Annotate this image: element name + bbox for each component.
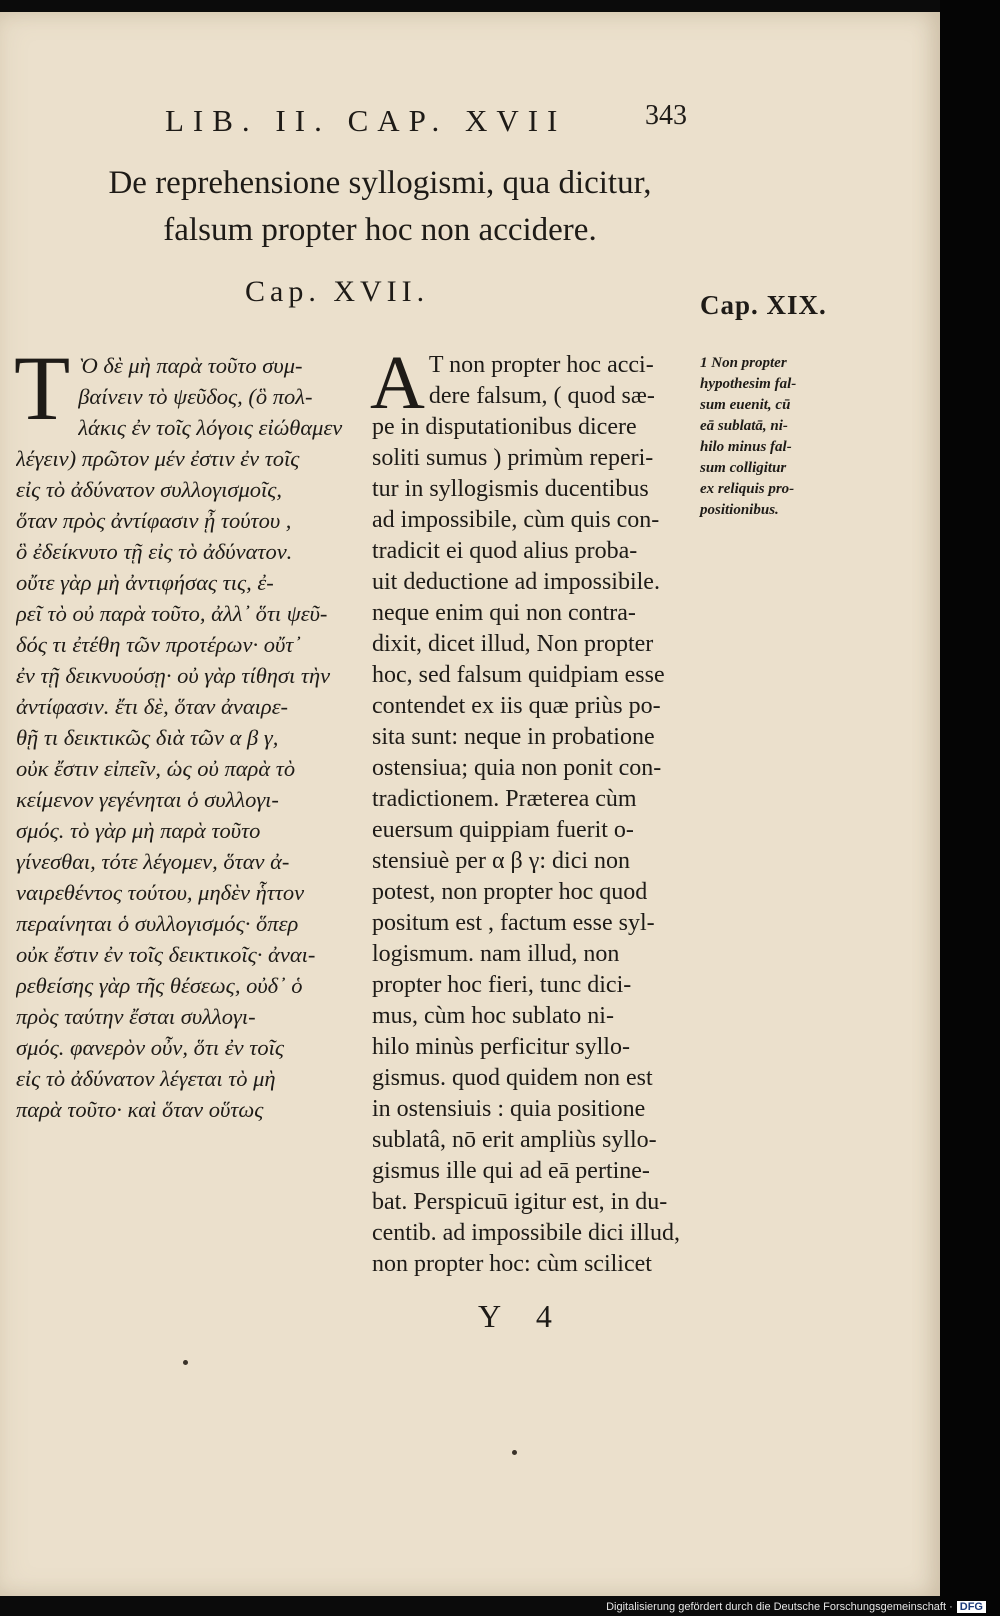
credit-text: Digitalisierung gefördert durch die Deutsche Forschungsgemeinschaft · (606, 1601, 953, 1613)
page-number: 343 (645, 100, 687, 131)
marginal-note-line: eā sublatā, ni- (700, 418, 788, 434)
latin-text-line: hilo minùs perficitur syllo- (372, 1034, 630, 1060)
latin-text-line: in ostensiuis : quia positione (372, 1096, 646, 1122)
marginal-note-line: positionibus. (700, 502, 779, 518)
greek-text-line: σμός. τὸ γὰρ μὴ παρὰ τοῦτο (16, 818, 261, 843)
greek-text-line: ναιρεθέντος τούτου, μηδὲν ἧττον (16, 880, 305, 905)
latin-text-line: sita sunt: neque in probatione (372, 724, 655, 750)
chapter-title-line: falsum propter hoc non accidere. (163, 212, 597, 248)
greek-text-line: κείμενον γεγένηται ὁ συλλογι- (16, 787, 279, 812)
latin-text-line: neque enim qui non contra- (372, 600, 636, 626)
latin-text-line: mus, cùm hoc sublato ni- (372, 1003, 614, 1029)
book-spine-shadow (940, 0, 1000, 1616)
chapter-number-left: Cap. XVII. (245, 275, 430, 308)
greek-text-line: λάκις ἐν τοῖς λόγοις εἰώθαμεν (78, 415, 343, 440)
ink-speck (183, 1360, 188, 1365)
latin-text-line: tur in syllogismis ducentibus (372, 476, 649, 502)
latin-text-line: T non propter hoc acci- (428, 352, 654, 378)
running-header: LIB. II. CAP. XVII (165, 103, 567, 138)
greek-drop-initial: T (14, 337, 71, 439)
latin-text-line: stensiuè per α β γ: dici non (372, 848, 631, 874)
digitization-credit (606, 1601, 986, 1613)
marginal-note-line: sum euenit, cū (700, 397, 791, 413)
latin-text-line: dere falsum, ( quod sæ- (428, 383, 655, 409)
latin-drop-initial: A (370, 341, 425, 425)
latin-text-line: dixit, dicet illud, Non propter (372, 631, 654, 657)
latin-text-line: ostensiua; quia non ponit con- (372, 755, 662, 781)
marginal-note-line: 1 Non propter (700, 355, 787, 371)
latin-text-line: non propter hoc: cùm scilicet (372, 1251, 652, 1277)
greek-text-column (14, 337, 361, 1125)
marginal-note-line: ex reliquis pro- (700, 481, 795, 497)
greek-text-line: λέγειν) πρῶτον μέν ἐστιν ἐν τοῖς (16, 446, 300, 471)
latin-text-line: sublatâ, nō erit ampliùs syllo- (372, 1127, 657, 1153)
marginal-note (700, 353, 845, 521)
signature-mark: Y 4 (478, 1298, 566, 1334)
marginal-note-line: hilo minus fal- (700, 439, 792, 455)
greek-text-line: περαίνηται ὁ συλλογισμός· ὅπερ (16, 911, 299, 936)
greek-text-line: οὐκ ἔστιν ἐν τοῖς δεικτικοῖς· ἀναι- (16, 942, 316, 967)
greek-text-line: ἀντίφασιν. ἔτι δὲ, ὅταν ἀναιρε- (16, 694, 289, 719)
chapter-title-line: De reprehensione syllogismi, qua dicitur, (108, 165, 652, 201)
greek-text-line: πρὸς ταύτην ἔσται συλλογι- (16, 1004, 256, 1029)
latin-text-line: centib. ad impossibile dici illud, (372, 1220, 680, 1246)
chapter-title (80, 160, 680, 254)
greek-text-line: δός τι ἐτέθη τῶν προτέρων· οὔτ᾽ (16, 632, 301, 657)
latin-text-line: bat. Perspicuū igitur est, in du- (372, 1189, 668, 1215)
marginal-note-line: sum colligitur (700, 460, 787, 476)
latin-text-line: gismus ille qui ad eā pertine- (372, 1158, 650, 1184)
greek-text-line: οὐκ ἔστιν εἰπεῖν, ὡς οὐ παρὰ τὸ (16, 756, 296, 781)
latin-text-line: positum est , factum esse syl- (372, 910, 655, 936)
greek-text-line: οὔτε γὰρ μὴ ἀντιφήσας τις, ἐ- (16, 570, 274, 595)
latin-text-line: potest, non propter hoc quod (372, 879, 648, 905)
greek-text-line: ὅταν πρὸς ἀντίφασιν ᾖ τούτου , (16, 508, 292, 533)
greek-text-line: σμός. φανερὸν οὖν, ὅτι ἐν τοῖς (16, 1035, 284, 1060)
latin-text-line: contendet ex iis quæ priùs po- (372, 693, 661, 719)
ink-speck (512, 1450, 517, 1455)
greek-text-line: ρεθείσης γὰρ τῆς θέσεως, οὐδ᾽ ὁ (16, 973, 303, 998)
latin-text-line: logismum. nam illud, non (372, 941, 620, 967)
latin-text-line: tradicit ei quod alius proba- (372, 538, 638, 564)
latin-text-line: uit deductione ad impossibile. (372, 569, 660, 595)
greek-text-line: ὃ ἐδείκνυτο τῇ εἰς τὸ ἀδύνατον. (16, 539, 293, 564)
latin-text-line: euersum quippiam fuerit o- (372, 817, 634, 843)
latin-text-column (370, 341, 700, 1280)
greek-text-line: παρὰ τοῦτο· καὶ ὅταν οὕτως (16, 1097, 264, 1122)
latin-text-line: ad impossibile, cùm quis con- (372, 507, 660, 533)
latin-text-line: soliti sumus ) primùm reperi- (372, 445, 654, 471)
latin-text-line: propter hoc fieri, tunc dici- (372, 972, 632, 998)
greek-text-line: εἰς τὸ ἀδύνατον λέγεται τὸ μὴ (16, 1066, 276, 1091)
greek-text-line: ρεῖ τὸ οὐ παρὰ τοῦτο, ἀλλ᾽ ὅτι ψεῦ- (16, 601, 328, 626)
greek-text-line: γίνεσθαι, τότε λέγομεν, ὅταν ἀ- (16, 849, 290, 874)
latin-text-line: tradictionem. Præterea cùm (372, 786, 637, 812)
chapter-number-right: Cap. XIX. (700, 290, 827, 320)
latin-text-line: pe in disputationibus dicere (372, 414, 637, 440)
marginal-note-line: hypothesim fal- (700, 376, 797, 392)
greek-text-line: Ὸ δὲ μὴ παρὰ τοῦτο συμ- (78, 353, 303, 378)
greek-text-line: εἰς τὸ ἀδύνατον συλλογισμοῖς, (16, 477, 283, 502)
latin-text-line: gismus. quod quidem non est (372, 1065, 653, 1091)
greek-text-line: ἐν τῇ δεικνυούσῃ· οὐ γὰρ τίθησι τὴν (16, 663, 331, 688)
greek-text-line: βαίνειν τὸ ψεῦδος, (ὃ πολ- (78, 384, 313, 409)
latin-text-line: hoc, sed falsum quidpiam esse (372, 662, 665, 688)
dfg-logo: DFG (957, 1601, 986, 1613)
greek-text-line: θῇ τι δεικτικῶς διὰ τῶν α β γ, (16, 725, 279, 750)
